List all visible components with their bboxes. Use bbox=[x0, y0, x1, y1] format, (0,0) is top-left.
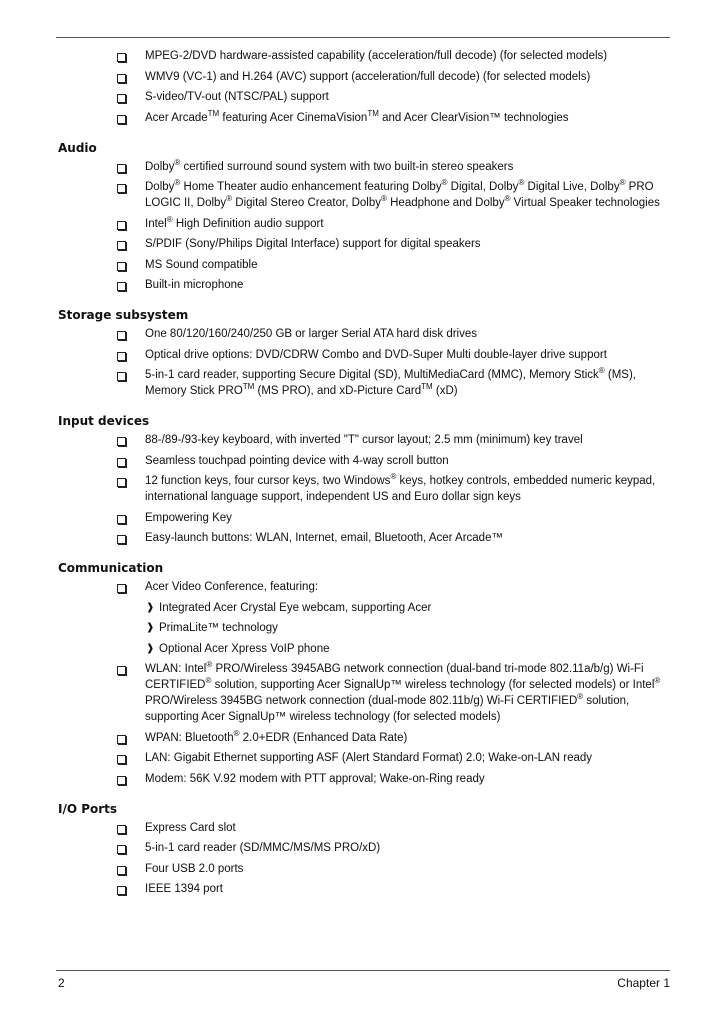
list-item-text: MPEG-2/DVD hardware-assisted capability (acceleration/full decode) (for selected models) bbox=[145, 50, 608, 62]
list-item bbox=[0, 661, 728, 725]
square-bullet-icon bbox=[117, 262, 126, 271]
sub-list-item bbox=[0, 600, 728, 616]
square-bullet-icon bbox=[117, 53, 126, 62]
header-rule bbox=[56, 37, 670, 38]
list-item-text: 5-in-1 card reader (SD/MMC/MS/MS PRO/xD) bbox=[145, 842, 381, 854]
list-item-text: Modem: 56K V.92 modem with PTT approval; Wake-on-Ring ready bbox=[145, 772, 485, 785]
square-bullet-icon bbox=[117, 372, 126, 381]
square-bullet-icon bbox=[117, 666, 126, 675]
arrow-bullet-icon: ❱ bbox=[146, 642, 155, 654]
list-item-text: One 80/120/160/240/250 GB or larger Serial ATA hard disk drives bbox=[145, 328, 477, 340]
list-item-text: WMV9 (VC-1) and H.264 (AVC) support (acceleration/full decode) (for selected models) bbox=[145, 70, 591, 83]
square-bullet-icon bbox=[117, 184, 126, 193]
list-item-text: WPAN: Bluetooth® 2.0+EDR (Enhanced Data Rate) bbox=[145, 728, 408, 744]
square-bullet-icon bbox=[117, 282, 126, 291]
list-item bbox=[0, 530, 728, 546]
list-item-text: Empowering Key bbox=[145, 511, 232, 524]
list-item bbox=[0, 510, 728, 526]
list-item bbox=[0, 473, 728, 505]
sub-list-item bbox=[0, 641, 728, 657]
list-item-text: MS Sound compatible bbox=[145, 258, 258, 271]
square-bullet-icon bbox=[117, 755, 126, 764]
square-bullet-icon bbox=[117, 866, 126, 875]
list-item bbox=[0, 771, 728, 787]
list-item bbox=[0, 159, 728, 175]
sub-list-item-text: Integrated Acer Crystal Eye webcam, supporting Acer bbox=[159, 601, 432, 614]
section-heading: Audio bbox=[58, 140, 97, 155]
arrow-bullet-icon: ❱ bbox=[146, 622, 155, 633]
list-item bbox=[0, 820, 728, 836]
spec-content bbox=[0, 48, 728, 911]
square-bullet-icon bbox=[117, 94, 126, 103]
square-bullet-icon bbox=[117, 74, 126, 83]
list-item bbox=[0, 257, 728, 273]
section-heading: Storage subsystem bbox=[58, 308, 189, 322]
chapter-label: Chapter 1 bbox=[617, 976, 670, 990]
list-item-text: S-video/TV-out (NTSC/PAL) support bbox=[145, 91, 329, 103]
square-bullet-icon bbox=[117, 458, 126, 467]
list-item-text: Four USB 2.0 ports bbox=[145, 862, 244, 875]
square-bullet-icon bbox=[117, 515, 126, 524]
list-item-text: 88-/89-/93-key keyboard, with inverted "T" cursor layout; 2.5 mm (minimum) key travel bbox=[145, 434, 583, 446]
square-bullet-icon bbox=[117, 164, 126, 173]
list-item-text: Seamless touchpad pointing device with 4-way scroll button bbox=[145, 454, 449, 467]
list-item-text: Acer Arcade™ featuring Acer CinemaVision™ and Acer ClearVision™ technologies bbox=[145, 108, 569, 124]
square-bullet-icon bbox=[117, 584, 126, 593]
square-bullet-icon bbox=[117, 437, 126, 446]
list-item bbox=[0, 579, 728, 595]
list-item bbox=[0, 216, 728, 232]
section-i-o-ports bbox=[0, 801, 728, 898]
list-item bbox=[0, 861, 728, 877]
list-item bbox=[0, 347, 728, 363]
list-item-text: 12 function keys, four cursor keys, two Windows® keys, hotkey controls, embedded numeric keypad, international language support, independent US and Euro dollar sign keys bbox=[145, 472, 656, 503]
list-item-text: Optical drive options: DVD/CDRW Combo and DVD-Super Multi double-layer drive support bbox=[145, 348, 607, 361]
list-item-text: IEEE 1394 port bbox=[145, 883, 223, 895]
list-item-text: Acer Video Conference, featuring: bbox=[145, 581, 319, 593]
section-video bbox=[0, 48, 728, 126]
list-item-text: Dolby® Home Theater audio enhancement featuring Dolby® Digital, Dolby® Digital Live, Dolby® PRO LOGIC II, Dolby® Digital Stereo Creator, Dolby® Headphone and Dolby® Virtual Speaker technologies bbox=[145, 178, 660, 209]
list-item bbox=[0, 432, 728, 448]
list-item bbox=[0, 367, 728, 399]
section-heading: Input devices bbox=[58, 414, 150, 428]
list-item bbox=[0, 881, 728, 897]
list-item-text: 5-in-1 card reader, supporting Secure Digital (SD), MultiMediaCard (MMC), Memory Stick® (MS), Memory Stick PRO™ (MS PRO), and xD-Picture Card™ (xD) bbox=[145, 366, 636, 397]
square-bullet-icon bbox=[117, 535, 126, 544]
list-item bbox=[0, 750, 728, 766]
sub-list-item bbox=[0, 620, 728, 636]
square-bullet-icon bbox=[117, 845, 126, 854]
square-bullet-icon bbox=[117, 776, 126, 785]
list-item-text: WLAN: Intel® PRO/Wireless 3945ABG network connection (dual-band tri-mode 802.11a/b/g) Wi-Fi CERTIFIED® solution, supporting Acer SignalUp™ wireless technology (for selected models) or Intel® PRO/Wireless 3945BG network connection (dual-mode 802.11b/g) Wi-Fi CERTIFIED® solution, supporting Acer SignalUp™ wireless technology (for selected models) bbox=[145, 660, 661, 723]
arrow-bullet-icon: ❱ bbox=[146, 601, 155, 613]
square-bullet-icon bbox=[117, 735, 126, 744]
section-communication bbox=[0, 560, 728, 787]
list-item bbox=[0, 48, 728, 64]
section-heading: I/O Ports bbox=[58, 801, 118, 816]
list-item bbox=[0, 453, 728, 469]
page-number: 2 bbox=[58, 976, 65, 990]
square-bullet-icon bbox=[117, 352, 126, 361]
square-bullet-icon bbox=[117, 241, 126, 250]
list-item bbox=[0, 840, 728, 856]
footer-rule bbox=[56, 970, 670, 971]
sub-list-item-text: PrimaLite™ technology bbox=[159, 622, 278, 634]
list-item bbox=[0, 179, 728, 211]
list-item bbox=[0, 69, 728, 85]
list-item bbox=[0, 730, 728, 746]
section-input-devices bbox=[0, 413, 728, 546]
list-item-text: Built-in microphone bbox=[145, 279, 244, 291]
list-item-text: Express Card slot bbox=[145, 821, 236, 834]
list-item-text: Intel® High Definition audio support bbox=[145, 214, 324, 230]
square-bullet-icon bbox=[117, 825, 126, 834]
list-item bbox=[0, 89, 728, 105]
list-item-text: S/PDIF (Sony/Philips Digital Interface) support for digital speakers bbox=[145, 238, 481, 250]
list-item bbox=[0, 110, 728, 126]
list-item-text: LAN: Gigabit Ethernet supporting ASF (Alert Standard Format) 2.0; Wake-on-LAN ready bbox=[145, 752, 593, 764]
square-bullet-icon bbox=[117, 886, 126, 895]
list-item-text: Dolby® certified surround sound system with two built-in stereo speakers bbox=[145, 157, 514, 173]
section-heading: Communication bbox=[58, 561, 164, 575]
square-bullet-icon bbox=[117, 478, 126, 487]
sub-list-item-text: Optional Acer Xpress VoIP phone bbox=[159, 642, 330, 655]
list-item bbox=[0, 236, 728, 252]
square-bullet-icon bbox=[117, 331, 126, 340]
list-item bbox=[0, 277, 728, 293]
list-item-text: Easy-launch buttons: WLAN, Internet, email, Bluetooth, Acer Arcade™ bbox=[145, 532, 503, 544]
section-storage-subsystem bbox=[0, 307, 728, 399]
list-item bbox=[0, 326, 728, 342]
square-bullet-icon bbox=[117, 221, 126, 230]
section-audio bbox=[0, 140, 728, 294]
square-bullet-icon bbox=[117, 115, 126, 124]
